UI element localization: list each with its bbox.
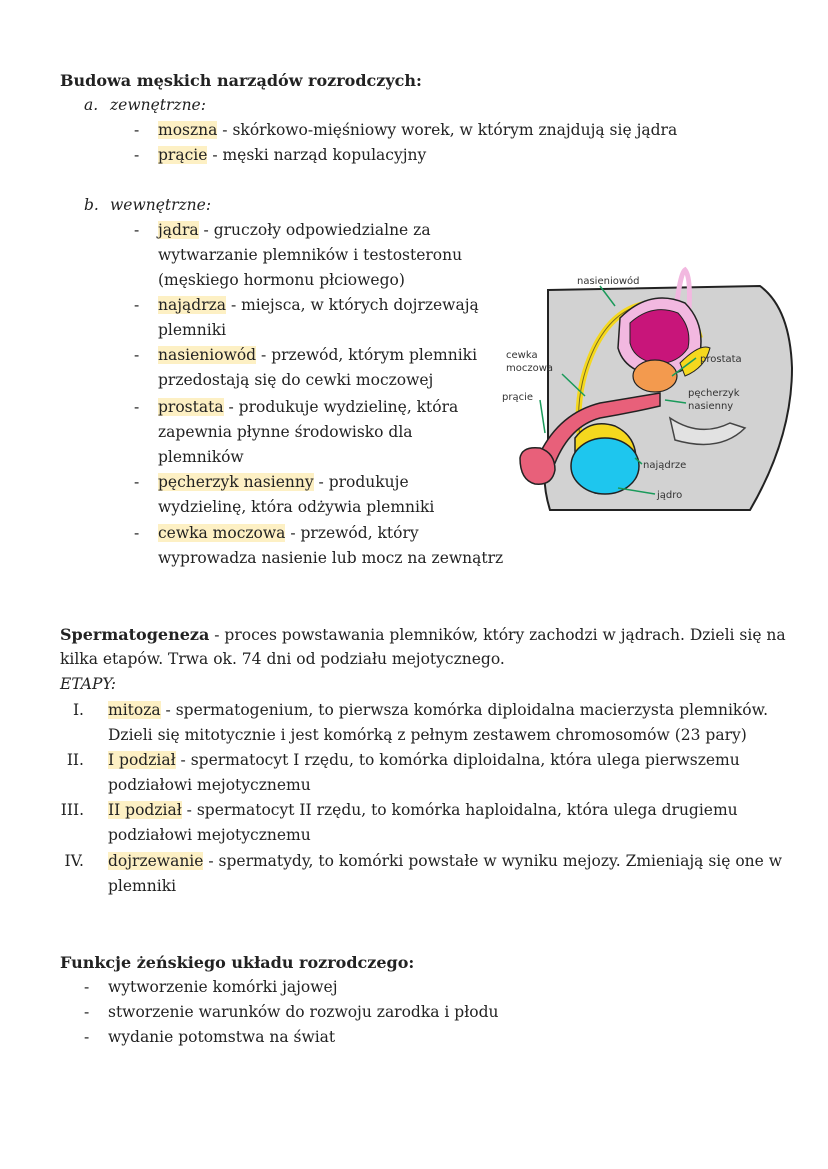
- list-item-nasieniowod: nasieniowód - przewód, którym plemniki: [158, 346, 478, 364]
- stage-podzial-1: I podział - spermatocyt I rzędu, to komórka diploidalna, która ulega pierwszemu: [108, 751, 740, 769]
- list-item-text: wytwarzanie plemników i testosteronu: [158, 246, 463, 264]
- term-highlight: I podział: [108, 751, 176, 769]
- list-dash: -: [134, 146, 140, 164]
- section-title-spermatogenesis: Spermatogeneza: [60, 625, 210, 644]
- list-marker-a: a.: [84, 96, 99, 114]
- section-title-male-anatomy: Budowa męskich narządów rozrodczych:: [60, 71, 422, 90]
- list-item: wydanie potomstwa na świat: [108, 1028, 336, 1046]
- list-item-text: przedostają się do cewki moczowej: [158, 371, 434, 389]
- list-dash: -: [134, 473, 140, 491]
- list-dash: -: [84, 1028, 90, 1046]
- stage-text: Dzieli się mitotycznie i jest komórką z pełnym zestawem chromosomów (23 pary): [108, 726, 747, 744]
- term-highlight: prostata: [158, 398, 224, 416]
- list-item-jadra: jądra - gruczoły odpowiedzialne za: [158, 221, 431, 239]
- term-highlight: dojrzewanie: [108, 852, 204, 870]
- stage-number: IV.: [64, 852, 84, 870]
- stage-number: I.: [72, 701, 84, 719]
- list-dash: -: [134, 398, 140, 416]
- list-dash: -: [84, 1003, 90, 1021]
- stage-dojrzewanie: dojrzewanie - spermatydy, to komórki powstałe w wyniku mejozy. Zmieniają się one w: [108, 852, 783, 870]
- list-dash: -: [134, 221, 140, 239]
- testis: [571, 438, 639, 494]
- label-jadro: jądro: [657, 490, 683, 501]
- term-highlight: najądrza: [158, 296, 227, 314]
- term-highlight: II podział: [108, 801, 182, 819]
- term-highlight: pęcherzyk nasienny: [158, 473, 314, 491]
- bladder: [630, 310, 689, 364]
- list-marker-b: b.: [84, 196, 99, 214]
- term-highlight: cewka moczowa: [158, 524, 286, 542]
- spermatogenesis-intro: Spermatogeneza - proces powstawania plemników, który zachodzi w jądrach. Dzieli się na: [60, 625, 786, 644]
- stage-text: podziałowi mejotycznemu: [108, 826, 311, 844]
- stage-mitoza: mitoza - spermatogenium, to pierwsza komórka diploidalna macierzysta plemników.: [108, 701, 768, 719]
- list-item: stworzenie warunków do rozwoju zarodka i płodu: [108, 1003, 499, 1021]
- term-highlight: jądra: [158, 221, 199, 239]
- term-highlight: prącie: [158, 146, 208, 164]
- internal-organs-label: wewnętrzne:: [110, 196, 212, 214]
- spermatogenesis-intro-line2: kilka etapów. Trwa ok. 74 dni od podziału mejotycznego.: [60, 650, 505, 668]
- list-item-text: wydzielinę, która odżywia plemniki: [158, 498, 435, 516]
- list-item-prostata: prostata - produkuje wydzielinę, która: [158, 398, 459, 416]
- list-item-moszna: moszna - skórkowo-mięśniowy worek, w którym znajdują się jądra: [158, 121, 678, 139]
- list-item-najadrza: najądrza - miejsca, w których dojrzewają: [158, 296, 479, 314]
- stage-text: plemniki: [108, 877, 177, 895]
- label-pecherzyk-1: pęcherzyk: [688, 388, 740, 399]
- term-highlight: mitoza: [108, 701, 161, 719]
- male-reproductive-diagram: [500, 248, 800, 518]
- label-cewka-1: cewka: [506, 350, 538, 361]
- list-item-text: (męskiego hormonu płciowego): [158, 271, 405, 289]
- stage-number: II.: [66, 751, 84, 769]
- list-item-pecherzyk: pęcherzyk nasienny - produkuje: [158, 473, 409, 491]
- external-organs-label: zewnętrzne:: [110, 96, 206, 114]
- label-prostata: prostata: [700, 354, 742, 365]
- list-item-cewka: cewka moczowa - przewód, który: [158, 524, 419, 542]
- list-item-text: plemniki: [158, 321, 227, 339]
- list-dash: -: [84, 978, 90, 996]
- list-dash: -: [134, 296, 140, 314]
- label-cewka-2: moczowa: [506, 363, 554, 374]
- stage-podzial-2: II podział - spermatocyt II rzędu, to komórka haploidalna, która ulega drugiemu: [108, 801, 738, 819]
- label-pecherzyk-2: nasienny: [688, 401, 734, 412]
- stage-number: III.: [60, 801, 84, 819]
- list-item-text: plemników: [158, 448, 244, 466]
- list-item-pracie: prącie - męski narząd kopulacyjny: [158, 146, 427, 164]
- label-nasieniowod: nasieniowód: [577, 276, 640, 287]
- list-item: wytworzenie komórki jajowej: [108, 978, 338, 996]
- stages-label: ETAPY:: [60, 675, 116, 693]
- prostate: [633, 360, 677, 392]
- list-dash: -: [134, 346, 140, 364]
- label-najadrze: najądrze: [643, 460, 687, 471]
- section-title-female-functions: Funkcje żeńskiego układu rozrodczego:: [60, 953, 415, 972]
- list-item-text: zapewnia płynne środowisko dla: [158, 423, 413, 441]
- list-dash: -: [134, 524, 140, 542]
- penis: [520, 448, 555, 485]
- list-item-text: wyprowadza nasienie lub mocz na zewnątrz: [158, 549, 504, 567]
- list-dash: -: [134, 121, 140, 139]
- term-highlight: moszna: [158, 121, 218, 139]
- stage-text: podziałowi mejotycznemu: [108, 776, 311, 794]
- label-pracie: prącie: [502, 392, 534, 403]
- term-highlight: nasieniowód: [158, 346, 257, 364]
